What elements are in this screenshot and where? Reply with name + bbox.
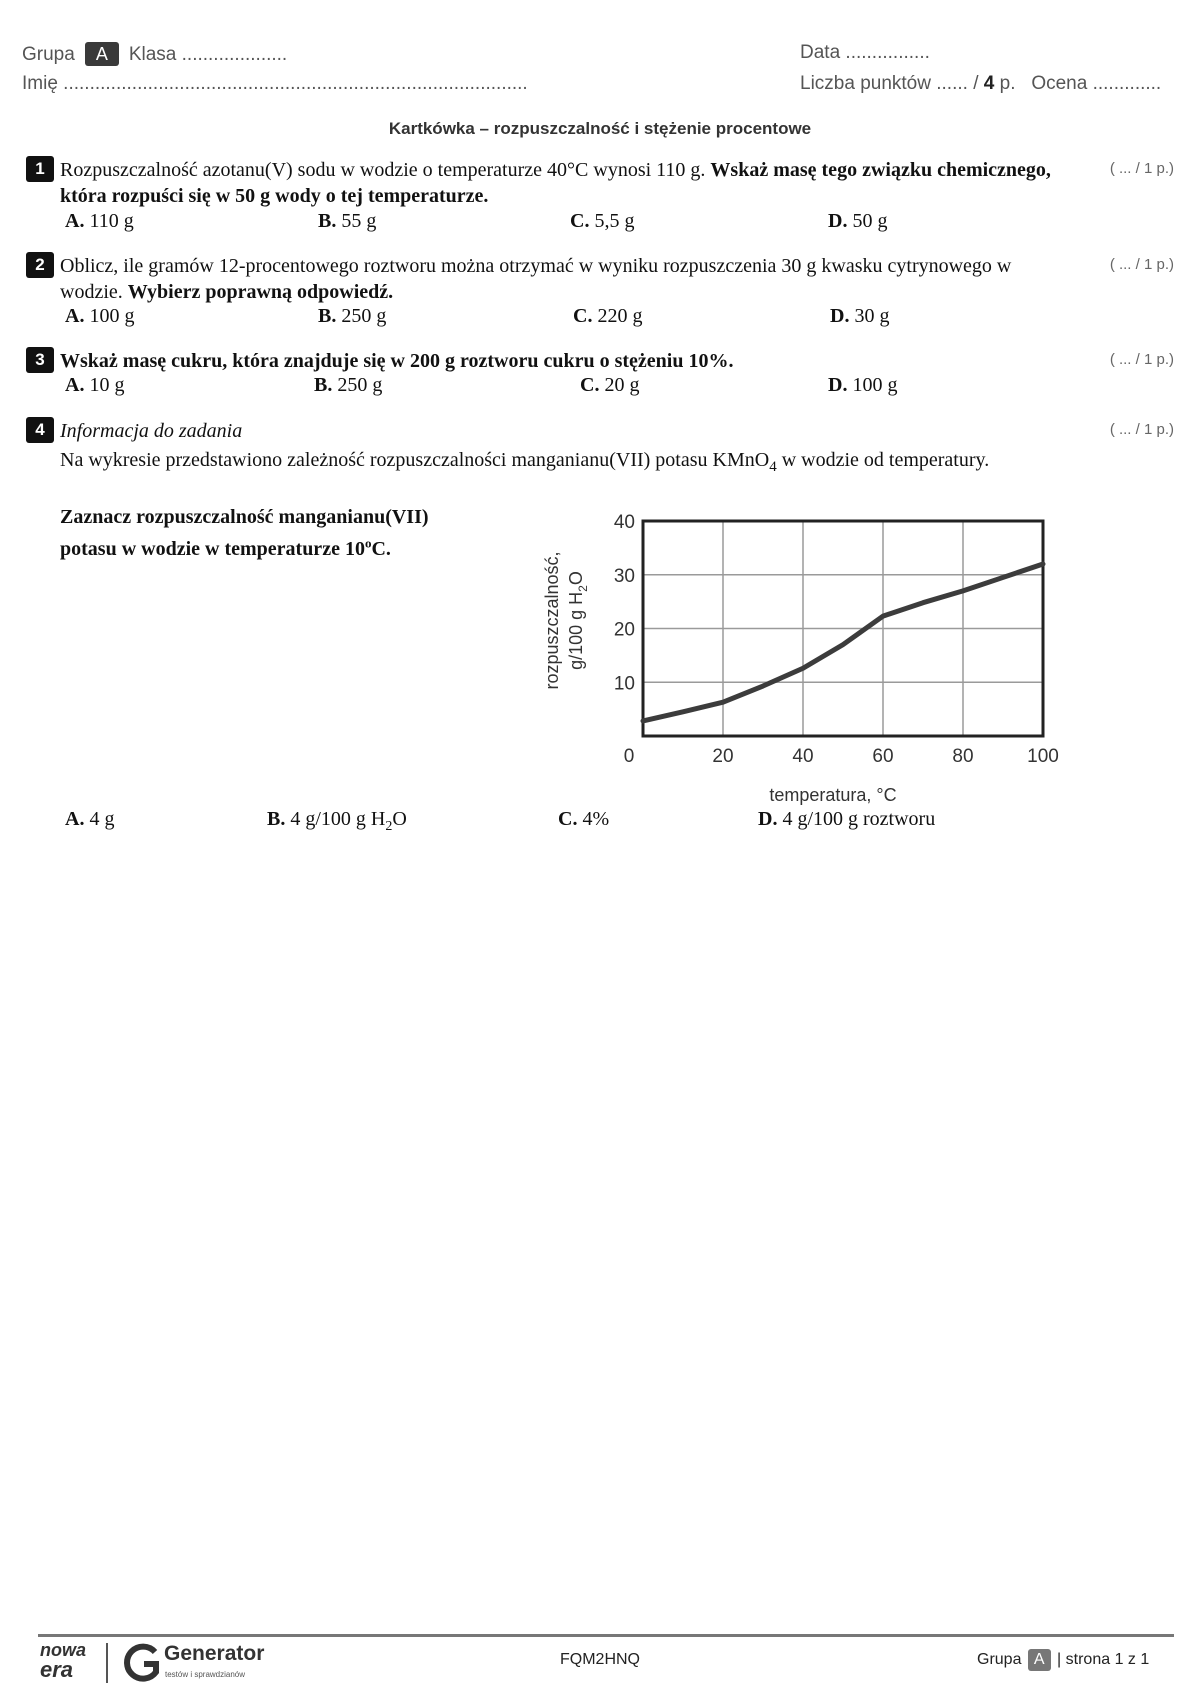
header-grupa bbox=[22, 42, 287, 66]
task-points-1: ( ... / 1 p.) bbox=[1109, 160, 1174, 177]
answer-text: 5,5 g bbox=[594, 210, 635, 232]
task-number-2: 2 bbox=[26, 252, 54, 278]
answer-text: 250 g bbox=[337, 374, 383, 396]
answer-letter: C. bbox=[570, 210, 590, 232]
y-axis-label-line-2: g/100 g $H_2O$ bbox=[566, 571, 590, 670]
answer-text: 110 g bbox=[89, 210, 134, 232]
task-1-bold: Wskaż masę tego związku chemicznego, która rozpuści się w 50 g wody o tej temperaturze. bbox=[60, 159, 1051, 207]
task-2-answer-d[interactable] bbox=[830, 305, 889, 328]
answer-text: 50 g bbox=[852, 210, 888, 232]
answer-letter: B. bbox=[318, 210, 337, 232]
task-points-4: ( ... / 1 p.) bbox=[1109, 421, 1174, 438]
score-field bbox=[800, 73, 1161, 95]
task-1-answer-a[interactable] bbox=[65, 210, 134, 233]
answer-text: 220 g bbox=[597, 305, 643, 327]
question-sup: o bbox=[364, 535, 372, 550]
answer-text: 250 g bbox=[341, 305, 387, 327]
x-tick-label: 0 bbox=[623, 746, 635, 767]
answer-letter: C. bbox=[558, 808, 578, 830]
task-points-2: ( ... / 1 p.) bbox=[1109, 256, 1174, 273]
answer-letter: B. bbox=[318, 305, 337, 327]
score-suffix: p. bbox=[999, 73, 1016, 94]
logo-era: era bbox=[40, 1657, 74, 1682]
answer-letter: D. bbox=[758, 808, 778, 830]
task-2-text bbox=[60, 253, 1020, 305]
task-2-plain: Oblicz, ile gramów 12-procentowego roztworu można otrzymać w wyniku rozpuszczenia 30 g kwasku cytrynowego w wodzie. bbox=[60, 255, 1012, 303]
answer-letter: A. bbox=[65, 808, 85, 830]
answer-letter: D. bbox=[830, 305, 850, 327]
task-number-4: 4 bbox=[26, 417, 54, 443]
question-line-2: potasu w wodzie w temperaturze 10 bbox=[60, 537, 365, 560]
task-1-answer-c[interactable] bbox=[570, 210, 634, 233]
answer-text-tail: O bbox=[392, 808, 407, 830]
question-line-2-tail: C. bbox=[371, 537, 391, 560]
footer-divider bbox=[38, 1634, 1174, 1637]
answer-letter: C. bbox=[573, 305, 593, 327]
task-2-bold: Wybierz poprawną odpowiedź. bbox=[127, 281, 394, 303]
task-3-text bbox=[60, 348, 1060, 374]
task-4-answer-a[interactable] bbox=[65, 808, 114, 831]
y-tick-label: 40 bbox=[613, 512, 635, 533]
page-indicator: | strona 1 z 1 bbox=[1057, 1651, 1150, 1668]
answer-letter: D. bbox=[828, 374, 848, 396]
footer-grupa-badge: A bbox=[1028, 1649, 1051, 1671]
task-4-info-label bbox=[60, 418, 1060, 444]
task-1-answer-d[interactable] bbox=[828, 210, 887, 233]
task-4-answer-d[interactable] bbox=[758, 808, 935, 831]
answer-text: 30 g bbox=[854, 305, 890, 327]
document-code: FQM2HNQ bbox=[560, 1651, 640, 1668]
answer-text: 4% bbox=[582, 808, 610, 830]
footer-group-page bbox=[977, 1649, 1149, 1671]
x-tick-label: 20 bbox=[712, 746, 734, 767]
answer-text: 55 g bbox=[341, 210, 377, 232]
task-3-answer-c[interactable] bbox=[580, 374, 639, 397]
answer-text: 100 g bbox=[852, 374, 898, 396]
y-tick-label: 20 bbox=[613, 619, 635, 641]
task-3-answer-a[interactable] bbox=[65, 374, 124, 397]
answer-letter: B. bbox=[314, 374, 333, 396]
imie-field: Imię ........................................................................................ bbox=[22, 73, 528, 94]
task-1-plain: Rozpuszczalność azotanu(V) sodu w wodzie o temperaturze 40°C wynosi 110 g. bbox=[60, 159, 706, 181]
task-2-answer-b[interactable] bbox=[318, 305, 386, 328]
x-axis-label: temperatura, °C bbox=[769, 785, 897, 805]
answer-letter: A. bbox=[65, 374, 85, 396]
generator-g-icon bbox=[122, 1642, 162, 1686]
task-1-text bbox=[60, 157, 1070, 209]
y-axis-label bbox=[542, 551, 590, 689]
task-3-answer-d[interactable] bbox=[828, 374, 897, 397]
grupa-badge: A bbox=[85, 42, 119, 66]
task-4-answer-c[interactable] bbox=[558, 808, 609, 831]
answer-text: 10 g bbox=[89, 374, 125, 396]
answer-text: 4 g bbox=[89, 808, 115, 830]
x-tick-label: 60 bbox=[872, 746, 894, 767]
y-tick-label: 30 bbox=[613, 565, 635, 587]
footer-grupa-label: Grupa bbox=[977, 1651, 1022, 1668]
page-title: Kartkówka – rozpuszczalność i stężenie procentowe bbox=[388, 119, 812, 138]
answer-letter: C. bbox=[580, 374, 600, 396]
task-3-bold: Wskaż masę cukru, która znajduje się w 200 g roztworu cukru o stężeniu 10%. bbox=[60, 350, 734, 372]
task-1-answer-b[interactable] bbox=[318, 210, 376, 233]
nowa-era-logo bbox=[40, 1641, 100, 1691]
task-number-1: 1 bbox=[26, 156, 54, 182]
answer-sub: 2 bbox=[385, 819, 393, 834]
grupa-label: Grupa bbox=[22, 44, 75, 65]
x-tick-label: 40 bbox=[792, 746, 814, 767]
answer-text: 100 g bbox=[89, 305, 135, 327]
task-points-3: ( ... / 1 p.) bbox=[1109, 351, 1174, 368]
task-number-3: 3 bbox=[26, 347, 54, 373]
logo-divider bbox=[106, 1643, 108, 1683]
info-text-1: Na wykresie przedstawiono zależność rozpuszczalności manganianu(VII) potasu KMnO bbox=[60, 449, 770, 471]
question-line-1: Zaznacz rozpuszczalność manganianu(VII) bbox=[60, 506, 429, 528]
series-line bbox=[643, 564, 1043, 721]
task-4-question bbox=[60, 504, 500, 562]
task-4-answer-b[interactable] bbox=[267, 808, 407, 835]
answer-letter: A. bbox=[65, 305, 85, 327]
y-tick-label: 10 bbox=[613, 673, 635, 695]
answer-letter: D. bbox=[828, 210, 848, 232]
info-label: Informacja do zadania bbox=[60, 420, 243, 442]
data-field: Data ................ bbox=[800, 42, 930, 63]
task-3-answer-b[interactable] bbox=[314, 374, 382, 397]
logo-tagline: testów i sprawdzianów bbox=[165, 1670, 246, 1679]
x-tick-label: 100 bbox=[1027, 746, 1059, 767]
logo-generator-text: Generator bbox=[164, 1642, 265, 1665]
answer-text: 4 g/100 g H bbox=[290, 808, 386, 830]
task-2-answer-c[interactable] bbox=[573, 305, 642, 328]
klasa-field: Klasa .................... bbox=[128, 44, 288, 65]
ocena-field: Ocena ............. bbox=[1031, 73, 1162, 94]
answer-letter: A. bbox=[65, 210, 85, 232]
score-prefix: Liczba punktów ...... / bbox=[800, 73, 979, 94]
logo-nowa: nowa bbox=[40, 1640, 87, 1660]
answer-text: 20 g bbox=[604, 374, 640, 396]
task-4-info-text bbox=[60, 444, 1020, 483]
info-text-2: w wodzie od temperatury. bbox=[776, 449, 990, 471]
y-axis-label-line-1: rozpuszczalność, bbox=[542, 551, 562, 690]
info-sub: 4 bbox=[769, 459, 777, 475]
score-max: 4 bbox=[983, 73, 995, 94]
x-tick-label: 80 bbox=[952, 746, 974, 767]
task-2-answer-a[interactable] bbox=[65, 305, 134, 328]
solubility-chart bbox=[530, 505, 1060, 805]
answer-letter: B. bbox=[267, 808, 286, 830]
answer-text: 4 g/100 g roztworu bbox=[782, 808, 936, 830]
